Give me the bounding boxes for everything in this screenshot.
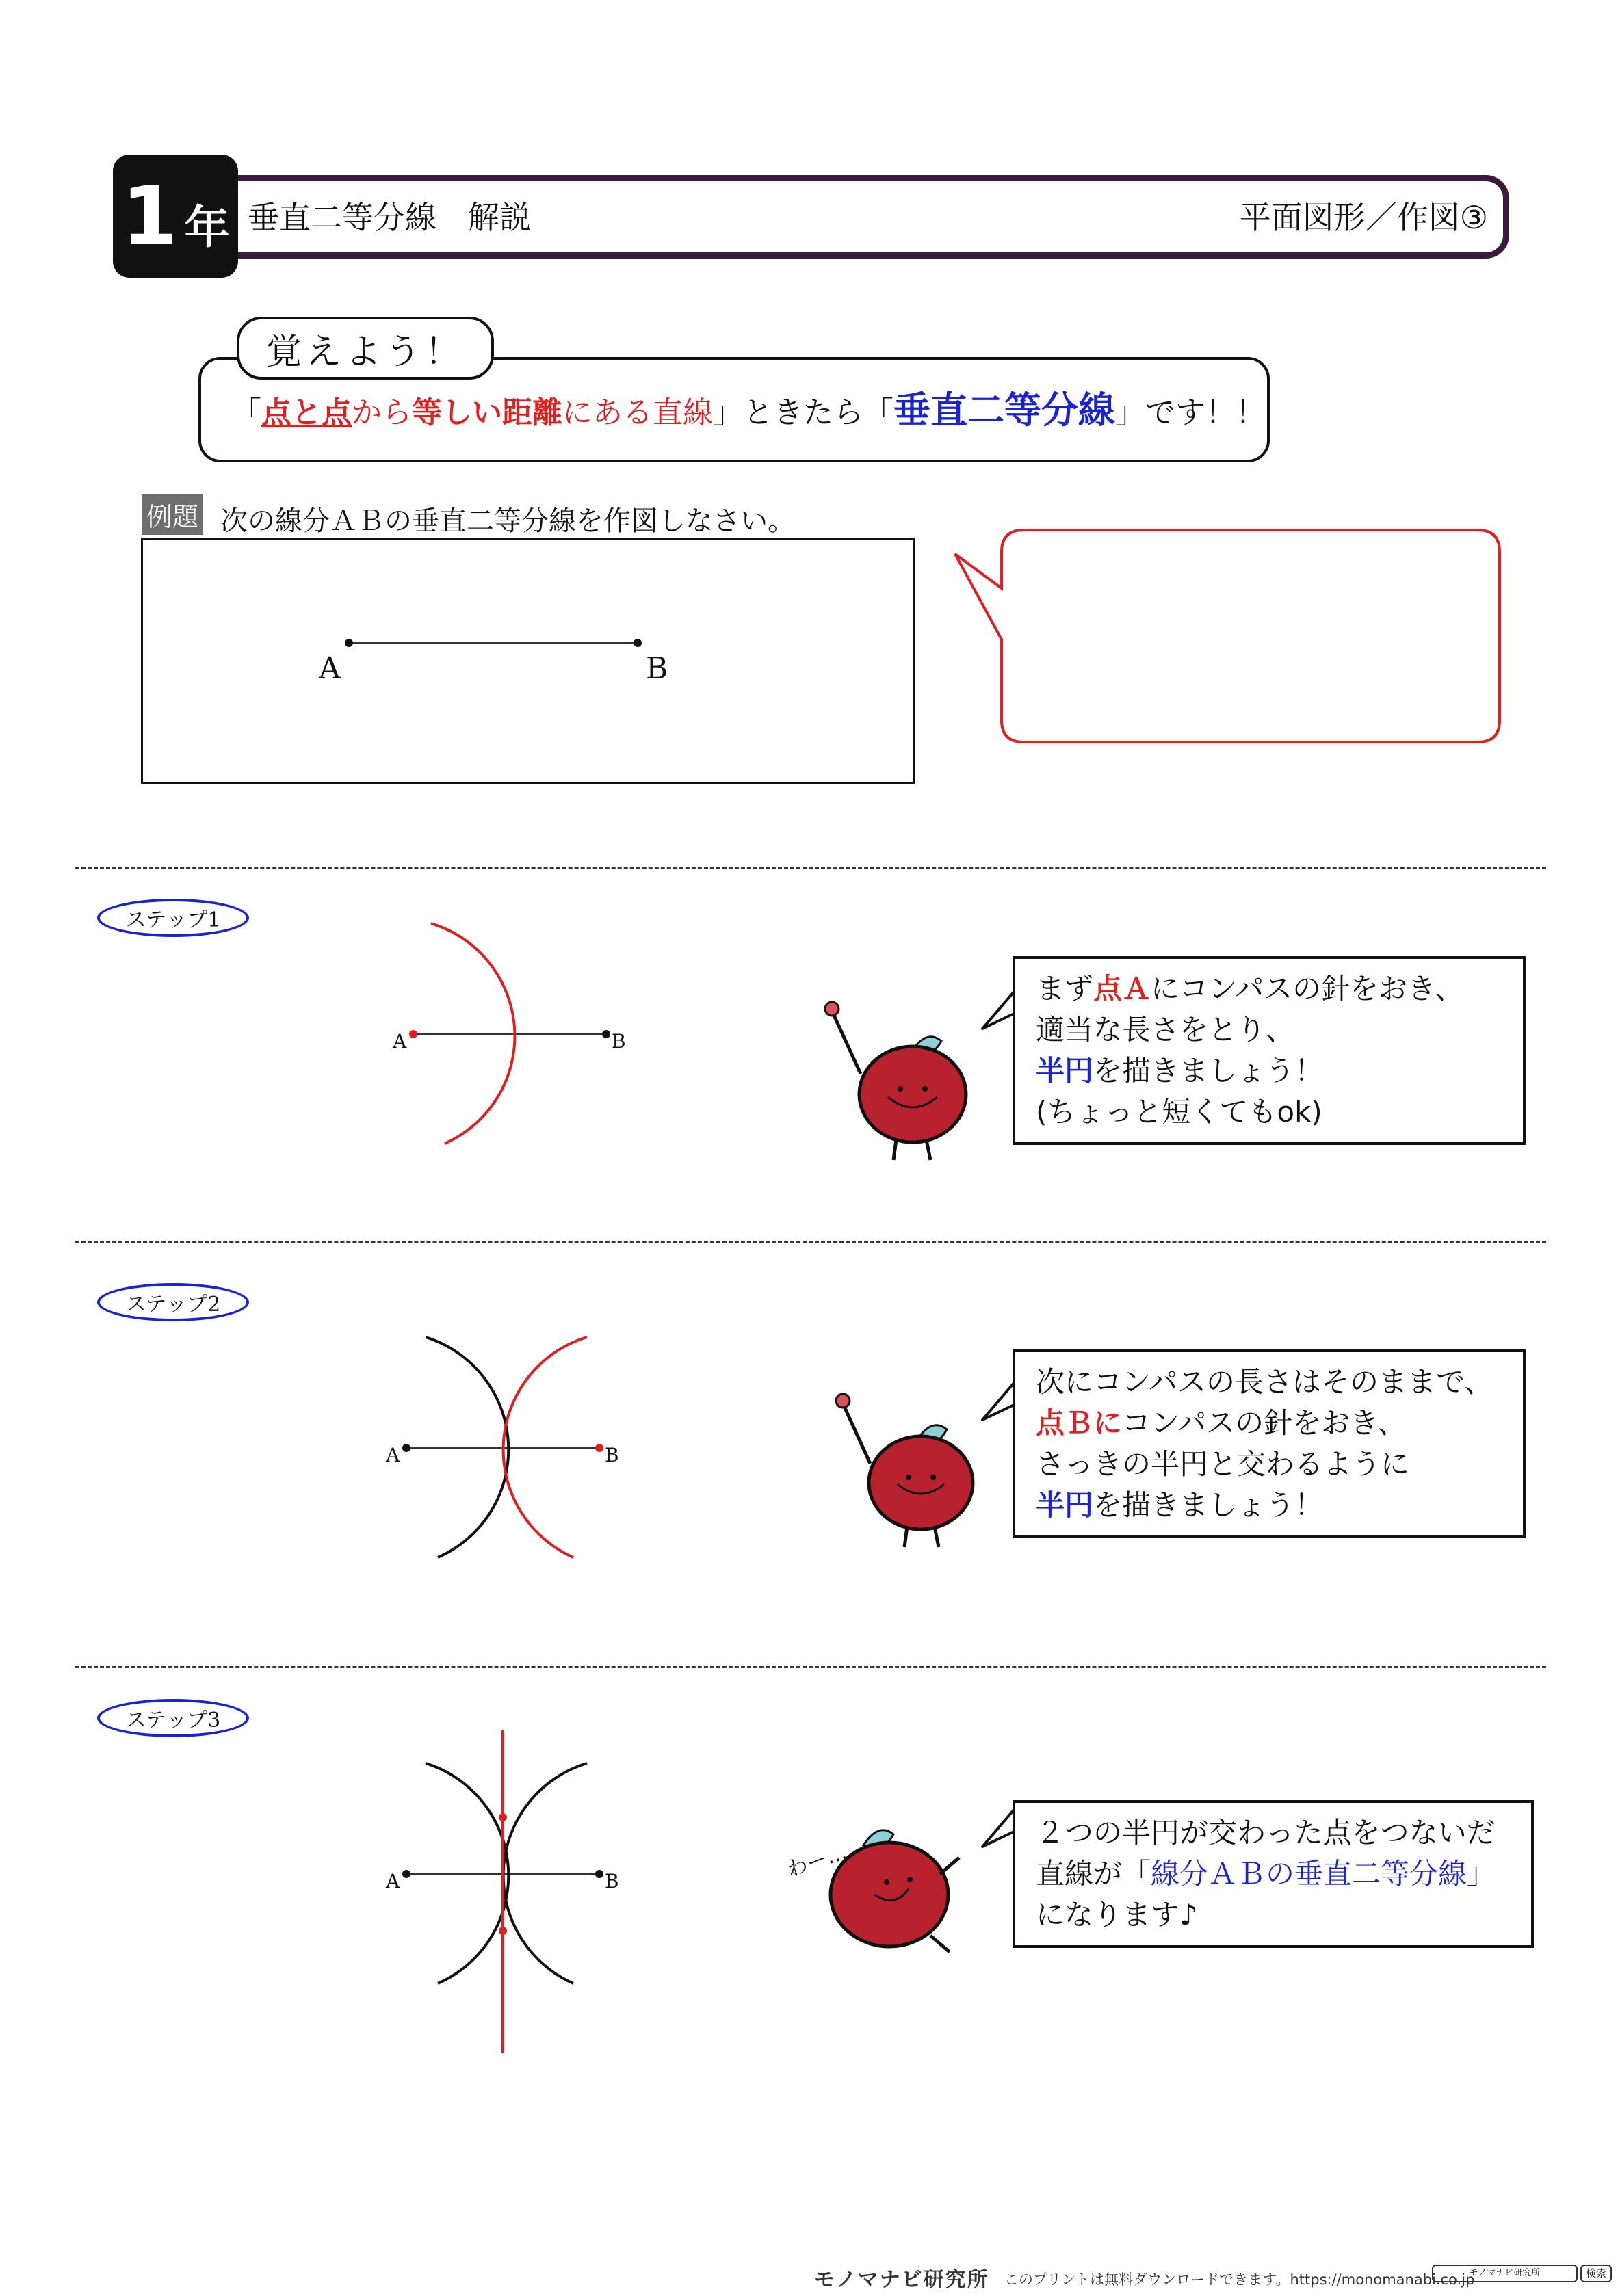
text: 直線が「	[1036, 1857, 1151, 1890]
topic-label: 平面図形／作図③	[1239, 199, 1488, 236]
keyword-distance: 等しい距離	[412, 395, 562, 430]
text-line: にある直線	[562, 395, 713, 430]
page-title: 垂直二等分線 解説	[248, 199, 531, 236]
mascot-sound: わー…	[783, 1840, 850, 1882]
footer-search-box[interactable]: モノマナビ研究所	[1432, 2265, 1578, 2282]
bracket: 「	[231, 395, 261, 430]
example-label: 例題	[142, 494, 203, 535]
step3-label-b: B	[605, 1870, 619, 1892]
intersection-top	[499, 1813, 507, 1821]
step3-point-a	[402, 1870, 410, 1878]
text: にコンパスの針をおき、	[1151, 972, 1464, 1005]
text: を描きましょう！	[1093, 1054, 1324, 1087]
step-1-label: ステップ1	[97, 899, 249, 937]
step1-explanation	[1013, 956, 1526, 1145]
footer-search-button[interactable]: 検索	[1580, 2265, 1612, 2282]
keyword-points: 点と点	[261, 395, 352, 430]
step2-line-1: 次にコンパスの長さはそのままで、	[1036, 1365, 1493, 1399]
footer-logo: モノマナビ研究所	[814, 2268, 989, 2292]
intersection-bottom	[499, 1927, 507, 1935]
text: まず	[1036, 972, 1094, 1005]
step3-line-3: になります♪	[1036, 1898, 1198, 1931]
step1-point-b	[602, 1030, 610, 1038]
text-mid: 」ときたら「	[713, 395, 893, 430]
step1-label-b: B	[612, 1030, 626, 1053]
grade-unit: 年	[184, 200, 230, 254]
step3-line-1: ２つの半円が交わった点をつないだ	[1036, 1816, 1496, 1849]
step1-box-tail	[982, 992, 1014, 1029]
step1-line-2: 適当な長さをとり、	[1036, 1013, 1295, 1046]
step2-line-2	[1036, 1403, 1502, 1444]
text: 」	[1467, 1857, 1496, 1890]
step3-box-tail	[982, 1810, 1014, 1847]
step2-label-a: A	[386, 1444, 400, 1466]
keyword: 半円	[1036, 1488, 1094, 1522]
step2-point-a	[402, 1444, 410, 1452]
step2-label-b: B	[605, 1444, 619, 1466]
step2-line-4	[1036, 1485, 1502, 1526]
keyword: 線分ＡＢの垂直二等分線	[1151, 1857, 1467, 1890]
step2-point-b	[595, 1444, 603, 1452]
keyword: 点Ａ	[1093, 972, 1151, 1005]
grade-number: 1	[121, 169, 178, 263]
text: コンパスの針をおき、	[1122, 1406, 1407, 1440]
text-from: から	[352, 395, 412, 430]
example-point-b	[634, 639, 642, 647]
step3-line-2	[1036, 1853, 1511, 1895]
step1-line-3	[1036, 1051, 1502, 1092]
example-label-a: A	[319, 651, 341, 686]
keyword: 半円	[1036, 1054, 1094, 1087]
example-point-a	[345, 639, 353, 647]
callout-bubble	[955, 530, 1500, 742]
remember-tab: 覚えよう！	[237, 317, 494, 380]
step1-line-1	[1036, 968, 1502, 1010]
footer-note: このプリントは無料ダウンロードできます。https://monomanabi.co.jp	[1004, 2271, 1475, 2288]
example-label-b: B	[646, 651, 668, 686]
keyword: 点Ｂに	[1036, 1406, 1123, 1440]
step2-explanation	[1013, 1349, 1526, 1538]
keyword-bisector: 垂直二等分線	[893, 388, 1115, 432]
text: を描きましょう！	[1093, 1488, 1324, 1522]
step-3-label: ステップ3	[97, 1699, 249, 1737]
step1-point-a	[409, 1030, 417, 1038]
step2-line-3: さっきの半円と交わるように	[1036, 1447, 1410, 1481]
step3-point-b	[595, 1870, 603, 1878]
step3-label-a: A	[386, 1870, 400, 1892]
apple-mascot-1	[825, 1002, 966, 1160]
apple-mascot-2	[836, 1394, 973, 1547]
step3-explanation	[1013, 1800, 1534, 1948]
step1-line-4: (ちょっと短くてもok)	[1036, 1095, 1322, 1129]
example-question: 次の線分ＡＢの垂直二等分線を作図しなさい。	[220, 505, 795, 537]
step1-label-a: A	[393, 1030, 407, 1053]
step2-box-tail	[982, 1383, 1014, 1420]
step-2-label: ステップ2	[97, 1283, 249, 1321]
text-end: 」です！！	[1115, 395, 1266, 430]
apple-mascot-3	[831, 1830, 959, 1952]
